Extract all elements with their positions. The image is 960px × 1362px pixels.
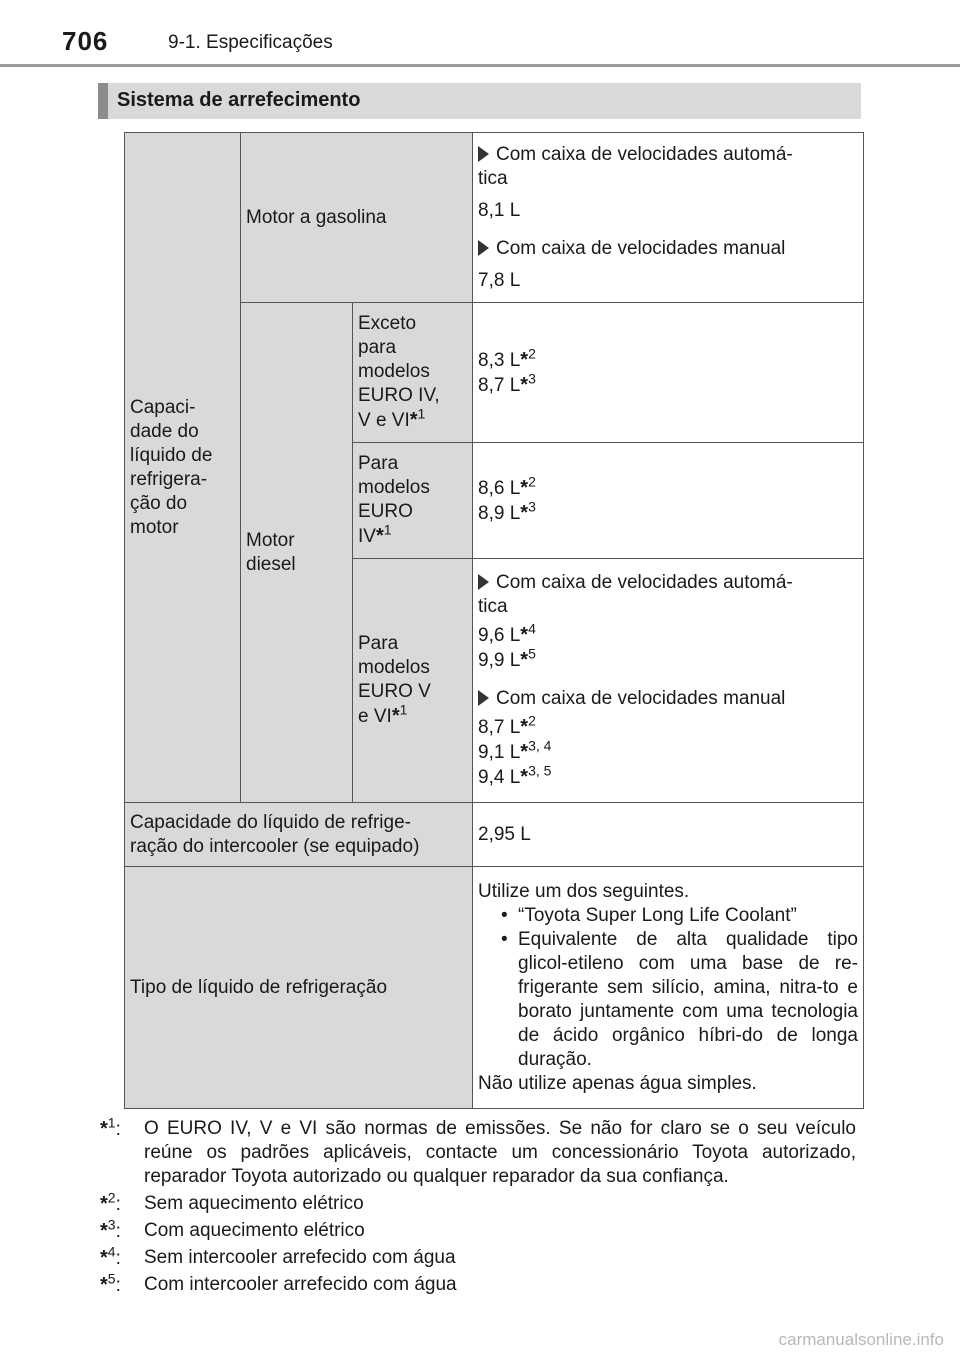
- coolant-type-label: Tipo de líquido de refrigeração: [125, 867, 473, 1109]
- capacity-value: 9,6 L*$^4$: [478, 620, 536, 646]
- coolant-warning: Não utilize apenas água simples.: [478, 1072, 757, 1094]
- coolant-type-intro: Utilize um dos seguintes.: [478, 880, 690, 902]
- capacity-value: 8,3 L*$^2$: [478, 345, 536, 371]
- capacity-value: 8,6 L*$^2$: [478, 473, 536, 499]
- diesel-auto-label: Com caixa de velocidades automá- tica: [478, 572, 793, 617]
- capacity-value: 8,9 L*$^3$: [478, 498, 536, 524]
- footnote-2: *$^2$: Sem aquecimento elétrico: [100, 1189, 364, 1215]
- triangle-bullet-icon: [478, 574, 489, 590]
- gasoline-capacity-cell: [473, 133, 864, 303]
- diesel-row2-label: Para modelos EURO IV*$^1$: [353, 443, 473, 559]
- capacity-value: 8,7 L*$^3$: [478, 370, 536, 396]
- diesel-row3-values: [473, 559, 864, 803]
- watermark: carmanualsonline.info: [778, 1330, 944, 1349]
- capacity-value: 9,1 L*$^{3, 4}$: [478, 737, 552, 763]
- gasoline-manual-label: Com caixa de velocidades manual: [478, 237, 858, 261]
- diesel-row2-values: [473, 443, 864, 559]
- page-number: 706: [62, 26, 109, 56]
- capacity-value: 8,7 L*$^2$: [478, 712, 536, 738]
- gasoline-engine-label: Motor a gasolina: [241, 133, 473, 303]
- footnote-5: *$^5$: Com intercooler arrefecido com água: [100, 1270, 457, 1296]
- footnote-4: *$^4$: Sem intercooler arrefecido com água: [100, 1243, 456, 1269]
- triangle-bullet-icon: [478, 690, 489, 706]
- intercooler-capacity-value: 2,95 L: [473, 803, 864, 867]
- gasoline-auto-label: Com caixa de velocidades automá- tica: [478, 143, 793, 189]
- diesel-engine-label: Motor diesel: [241, 303, 353, 803]
- coolant-option-item: • “Toyota Super Long Life Coolant”: [501, 904, 797, 926]
- triangle-bullet-icon: [478, 240, 489, 256]
- capacity-value: 9,9 L*$^5$: [478, 645, 536, 671]
- coolant-type-value: [473, 867, 864, 1109]
- footnotes: [100, 1114, 856, 1300]
- section-title: Sistema de arrefecimento: [117, 89, 361, 111]
- header-divider: [0, 64, 960, 67]
- cooling-spec-table: [124, 132, 864, 1109]
- diesel-row1-label: Exceto para modelos EURO IV, V e VI*$^1$: [353, 303, 473, 443]
- intercooler-capacity-label: Capacidade do líquido de refrige- ração do intercooler (se equipado): [125, 803, 473, 867]
- section-bar-accent: [98, 83, 108, 119]
- chapter-label: 9-1. Especificações: [168, 32, 333, 53]
- diesel-manual-label: Com caixa de velocidades manual: [478, 687, 858, 711]
- capacity-value: 9,4 L*$^{3, 5}$: [478, 762, 552, 788]
- gasoline-manual-value: 7,8 L: [478, 269, 521, 291]
- page-header: [0, 0, 960, 70]
- triangle-bullet-icon: [478, 146, 489, 162]
- diesel-row1-values: [473, 303, 864, 443]
- section-title-bar: [98, 83, 861, 119]
- coolant-option-item: • Equivalente de alta qualidade tipo glicol-etileno com uma base de re-frigerante sem silício, amina, nitra-to e borato juntamente com uma tecnologia de ácido orgânico híbri-do de longa duração.: [501, 928, 858, 1070]
- footnote-1: *$^1$: O EURO IV, V e VI são normas de emissões. Se não for claro se o seu veículo reúne os padrões aplicáveis, contacte um concessionário Toyota autorizado, reparador Toyota autorizado ou qualquer reparador da sua confiança.: [100, 1114, 856, 1187]
- diesel-row3-label: Para modelos EURO V e VI*$^1$: [353, 559, 473, 803]
- footnote-3: *$^3$: Com aquecimento elétrico: [100, 1216, 365, 1242]
- gasoline-auto-value: 8,1 L: [478, 199, 521, 221]
- engine-coolant-capacity-label: Capaci- dade do líquido de refrigera- ção do motor: [125, 133, 241, 803]
